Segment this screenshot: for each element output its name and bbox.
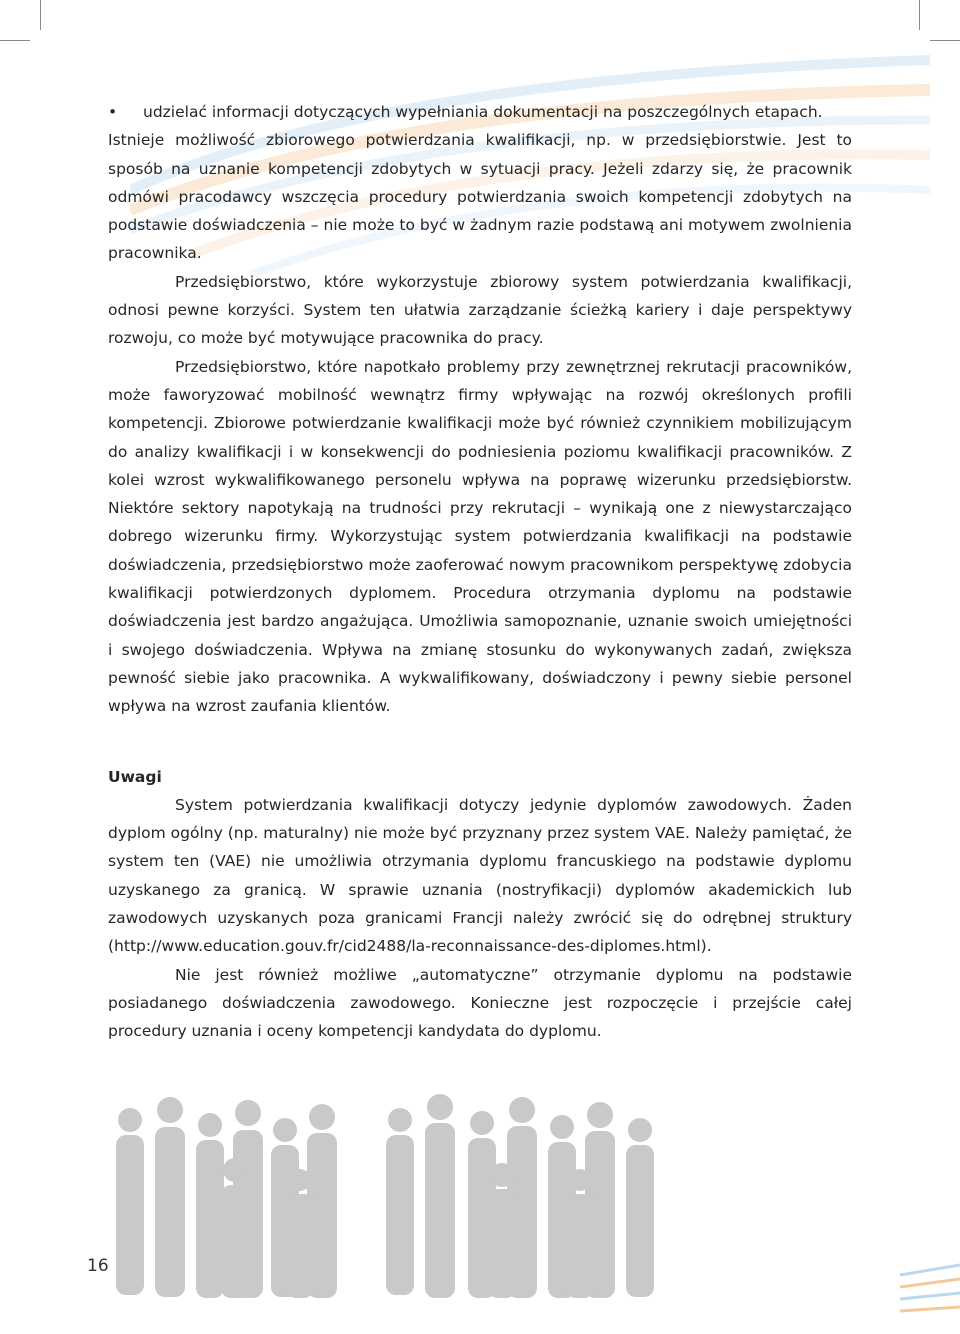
people-silhouettes-illustration <box>100 1085 680 1300</box>
crop-mark-top-left-h <box>0 40 30 41</box>
paragraph-enterprise-recruitment: Przedsiębiorstwo, które napotkało problemy przy zewnętrznej rekrutacji pracowników, może faworyzować mobilność wewnątrz firmy wpływając na rozwój określonych profili kompetencji. Zbiorowe potwierdzanie kwalifikacji może być również czynnikiem mobilizującym do analizy kwalifikacji i w konsekwencji do podniesienia poziomu kwalifikacji pracowników. Z kolei wzrost wykwalifikowanego personelu wpływa na poprawę wizerunku przedsiębiorstw. Niektóre sektory napotykają na trudności przy rekrutacji – wynikają one z niewystarczająco dobrego wizerunku firmy. Wykorzystując system potwierdzania kwalifikacji na podstawie doświadczenia, przedsiębiorstwo może zaoferować nowym pracownikom perspektywę zdobycia kwalifikacji potwierdzonych dyplomem. Procedura otrzymania dyplomu na podstawie doświadczenia jest bardzo angażująca. Umożliwia samopoznanie, uznanie swoich umiejętności i swojego doświadczenia. Wpływa na zmianę stosunku do wykonywanych zadań, zwiększa pewność siebie jako pracownika. A wykwalifikowany, doświadczony i pewny siebie personel wpływa na wzrost zaufania klientów. <box>108 357 852 716</box>
paragraph-notes-procedure: Nie jest również możliwe „automatyczne” otrzymanie dyplomu na podstawie posiadanego doświadczenia zawodowego. Konieczne jest rozpoczęcie i przejście całej procedury uznania i oceny kompetencji kandydata do dyplomu. <box>108 965 852 1041</box>
decorative-swoosh-bottom <box>900 1255 960 1325</box>
bullet-icon: • <box>108 103 118 121</box>
paragraph-collective-validation: Istnieje możliwość zbiorowego potwierdzania kwalifikacji, np. w przedsiębiorstwie. Jest to sposób na uznanie kompetencji zdobytych w sytuacji pracy. Jeżeli zdarzy się, że pracownik odmówi pracodawcy wszczęcia procedury potwierdzania swoich kompetencji zdobytych na podstawie doświadczenia – nie może to być w żadnym razie podstawą ani motywem zwolnienia pracownika. <box>108 131 852 263</box>
bullet-list-item <box>108 98 852 126</box>
document-body <box>108 98 852 1046</box>
section-heading: Uwagi <box>108 767 162 786</box>
crop-mark-top-left-v <box>40 0 41 30</box>
bullet-item-text: udzielać informacji dotyczących wypełniania dokumentacji na poszczególnych etapach. <box>143 103 823 121</box>
page-number: 16 <box>87 1256 109 1276</box>
crop-mark-top-right-v <box>919 0 920 30</box>
paragraph-enterprise-benefits: Przedsiębiorstwo, które wykorzystuje zbiorowy system potwierdzania kwalifikacji, odnosi pewne korzyści. System ten ułatwia zarządzanie ścieżką kariery i daje perspektywy rozwoju, co może być motywujące pracownika do pracy. <box>108 272 852 348</box>
crop-mark-top-right-h <box>930 40 960 41</box>
paragraph-notes-diplomas: System potwierdzania kwalifikacji dotyczy jedynie dyplomów zawodowych. Żaden dyplom ogólny (np. maturalny) nie może być przyznany przez system VAE. Należy pamiętać, że system ten (VAE) nie umożliwia otrzymania dyplomu francuskiego na podstawie dyplomu uzyskanego za granicą. W sprawie uznania (nostryfikacji) dyplomów akademickich lub zawodowych uzyskanych poza granicami Francji należy zwrócić się do odrębnej struktury (http://www.education.gouv.fr/cid2488/la-reconnaissance-des-diplomes.html). <box>108 795 852 956</box>
